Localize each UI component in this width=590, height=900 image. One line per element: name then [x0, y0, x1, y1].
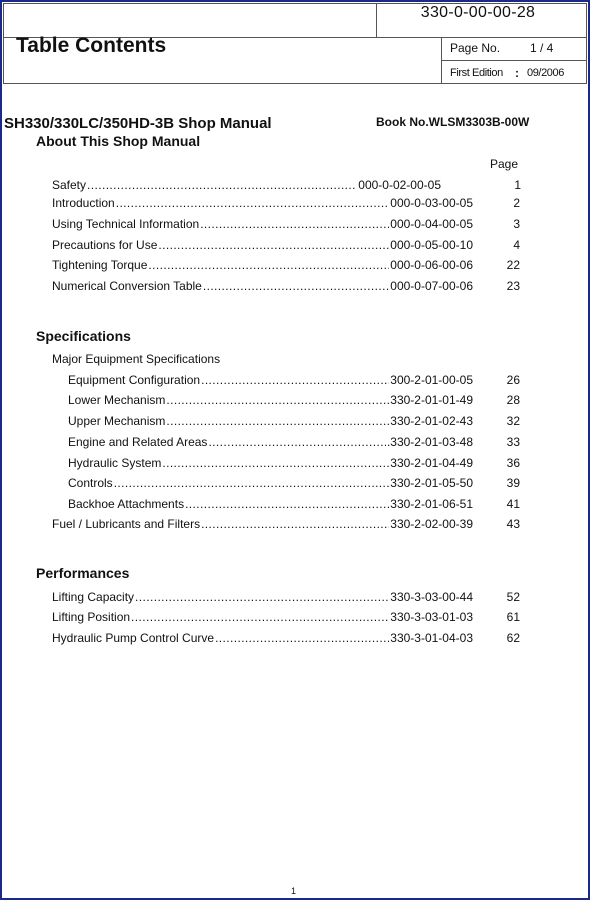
footer-page-number: 1 — [291, 886, 297, 896]
toc-entry-page: 26 — [506, 373, 520, 387]
toc-entry-label: Equipment Configuration — [68, 373, 201, 387]
toc-entry-code: 330-2-01-06-51 — [390, 497, 473, 511]
toc-entry-page: 22 — [506, 258, 520, 272]
leader-dots — [131, 610, 389, 624]
toc-entry[interactable] — [68, 373, 520, 389]
toc-entry[interactable] — [52, 590, 520, 606]
leader-dots — [87, 178, 357, 192]
page-number-label: Page No. — [450, 41, 501, 55]
manual-title: SH330/330LC/350HD-3B Shop Manual — [4, 115, 272, 132]
header-divider — [441, 60, 587, 61]
header-divider — [376, 4, 377, 37]
toc-entry-page: 52 — [506, 590, 520, 604]
toc-entry[interactable] — [52, 258, 520, 274]
toc-entry-page: 61 — [506, 610, 520, 624]
leader-dots — [166, 393, 389, 407]
toc-entry-page: 3 — [513, 217, 520, 231]
leader-dots — [215, 631, 389, 645]
leader-dots — [135, 590, 389, 604]
leader-dots — [114, 476, 390, 490]
toc-entry-page: 39 — [506, 476, 520, 490]
edition-date: 09/2006 — [527, 67, 564, 79]
toc-entry-page: 4 — [513, 238, 520, 252]
toc-entry[interactable] — [52, 238, 520, 254]
toc-entry-label: Numerical Conversion Table — [52, 279, 202, 293]
section-title-performances: Performances — [36, 565, 130, 581]
toc-entry-label: Hydraulic System — [68, 456, 162, 470]
toc-entry-label: Backhoe Attachments — [68, 497, 185, 511]
toc-entry-page: 32 — [506, 414, 520, 428]
toc-entry[interactable] — [52, 279, 520, 295]
book-number: Book No.WLSM3303B-00W — [376, 115, 530, 129]
leader-dots — [162, 456, 389, 470]
toc-entry-label: Using Technical Information — [52, 217, 200, 231]
toc-entry[interactable] — [68, 476, 520, 492]
section-title-specifications: Specifications — [36, 328, 131, 344]
toc-entry-code: 330-2-01-05-50 — [390, 476, 473, 490]
toc-entry-label: Precautions for Use — [52, 238, 158, 252]
toc-entry-code: .330-2-01-03-48 — [386, 435, 473, 449]
edition-label: First Edition — [450, 67, 503, 79]
toc-entry-label: Engine and Related Areas — [68, 435, 208, 449]
toc-entry[interactable] — [68, 456, 520, 472]
toc-entry-label: Safety — [52, 178, 87, 192]
toc-entry-page: 23 — [506, 279, 520, 293]
page-title: Table Contents — [16, 34, 167, 57]
toc-entry-code: 330-2-02-00-39 — [390, 517, 473, 531]
toc-entry-code: 330-2-01-04-49 — [390, 456, 473, 470]
leader-dots — [201, 517, 389, 531]
toc-entry[interactable] — [68, 497, 520, 513]
edition-colon: : — [515, 66, 519, 80]
toc-entry[interactable] — [52, 631, 520, 647]
toc-entry-page: 62 — [506, 631, 520, 645]
toc-entry-label: Lifting Position — [52, 610, 131, 624]
toc-entry-code: 000-0-02-00-05 — [358, 178, 441, 192]
subsection-title: Major Equipment Specifications — [52, 352, 221, 366]
toc-entry-page: 28 — [506, 393, 520, 407]
toc-entry-page: 36 — [506, 456, 520, 470]
toc-entry-code: 000-0-03-00-05 — [390, 196, 473, 210]
toc-entry-label: Hydraulic Pump Control Curve — [52, 631, 215, 645]
page-column-header: Page — [490, 157, 519, 171]
toc-entry[interactable] — [68, 414, 520, 430]
toc-entry-code: 330-3-01-04-03 — [390, 631, 473, 645]
leader-dots — [201, 373, 389, 387]
toc-entry-label: Upper Mechanism — [68, 414, 166, 428]
toc-entry-label: Tightening Torque — [52, 258, 148, 272]
toc-entry-code: 000-0-04-00-05 — [390, 217, 473, 231]
toc-entry-code: 330-2-01-02-43 — [390, 414, 473, 428]
section-title-about: About This Shop Manual — [36, 133, 201, 149]
toc-entry[interactable] — [52, 217, 520, 233]
toc-entry-page: 41 — [506, 497, 520, 511]
leader-dots — [166, 414, 389, 428]
toc-entry[interactable] — [52, 517, 520, 533]
toc-entry-page: 43 — [506, 517, 520, 531]
leader-dots — [116, 196, 390, 210]
leader-dots — [208, 435, 386, 449]
toc-entry-code: 000-0-06-00-06 — [390, 258, 473, 272]
toc-entry-label: Controls — [68, 476, 113, 490]
toc-entry-code: 330-3-03-01-03 — [390, 610, 473, 624]
leader-dots — [148, 258, 389, 272]
toc-entry[interactable] — [52, 196, 520, 212]
toc-entry-page: 2 — [513, 196, 520, 210]
leader-dots — [203, 279, 389, 293]
leader-dots — [158, 238, 389, 252]
toc-entry-page: 33 — [506, 435, 520, 449]
document-number: 330-0-00-00-28 — [420, 4, 536, 21]
toc-entry-code: 000-0-07-00-06 — [390, 279, 473, 293]
toc-entry-code: 330-3-03-00-44 — [390, 590, 473, 604]
toc-entry[interactable] — [52, 610, 520, 626]
toc-entry[interactable] — [68, 435, 520, 451]
page-number-value: 1 / 4 — [530, 41, 554, 55]
toc-entry-label: Introduction — [52, 196, 115, 210]
toc-entry-page: 1 — [514, 178, 521, 192]
toc-entry-label: Lower Mechanism — [68, 393, 166, 407]
toc-entry[interactable] — [52, 178, 521, 194]
toc-entry-label: Lifting Capacity — [52, 590, 135, 604]
leader-dots — [185, 497, 389, 511]
leader-dots — [200, 217, 389, 231]
toc-entry[interactable] — [68, 393, 520, 409]
toc-entry-code: 000-0-05-00-10 — [390, 238, 473, 252]
toc-entry-label: Fuel / Lubricants and Filters — [52, 517, 201, 531]
toc-entry-code: 330-2-01-01-49 — [390, 393, 473, 407]
toc-entry-code: 300-2-01-00-05 — [390, 373, 473, 387]
